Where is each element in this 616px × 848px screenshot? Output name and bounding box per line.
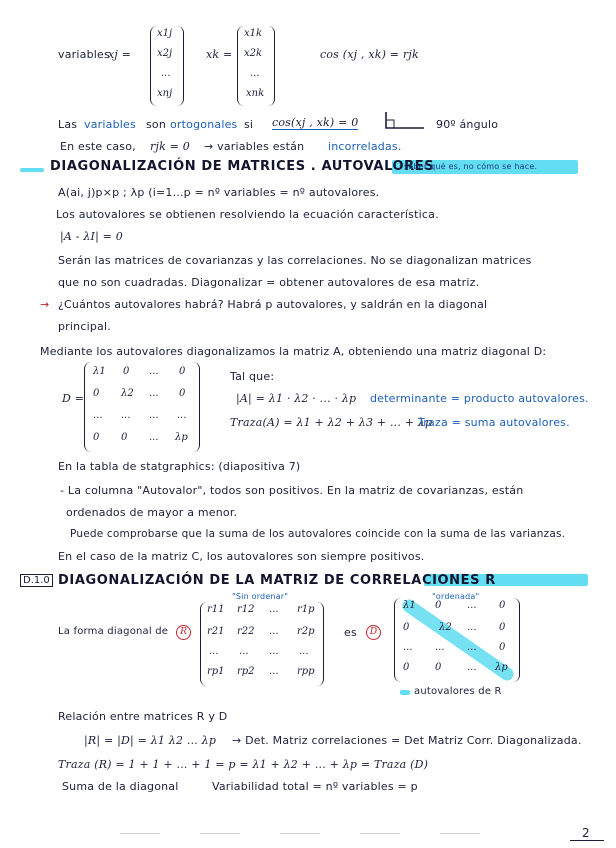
heading-arrow-highlight	[20, 168, 44, 172]
relacion-det-eq: |R| = |D| = λ1 λ2 ... λp	[84, 734, 217, 747]
matrix-d-cell: ...	[149, 410, 159, 421]
xj-entry: ...	[161, 68, 171, 79]
line-a7: Mediante los autovalores diagonalizamos la matriz A, obteniendo una matriz diagonal D:	[40, 345, 547, 358]
matrix-r-cell: r11	[207, 604, 225, 615]
xk-vector	[237, 26, 275, 106]
matrix-r-cell: rpp	[297, 666, 315, 677]
matrix-r-cell: r22	[237, 626, 255, 637]
matrix-r-cell: ...	[269, 646, 279, 657]
matrix-d	[84, 362, 200, 452]
matrix-d-cell: 0	[123, 366, 130, 377]
xk-entry: x2k	[244, 48, 263, 59]
xk-entry: ...	[250, 68, 260, 79]
page-number-underline	[570, 840, 604, 841]
matrix-dr	[394, 598, 520, 682]
ordenada-label: "ordenada"	[432, 592, 480, 601]
page-number: 2	[582, 826, 590, 840]
matrix-dr-cell: ...	[467, 662, 477, 673]
matrix-dr-cell: λ2	[439, 622, 452, 633]
matrix-r-cell: r1p	[297, 604, 315, 615]
footer-rule	[440, 833, 480, 834]
matrix-d-cell: ...	[149, 432, 159, 443]
matrix-dr-cell: ...	[467, 622, 477, 633]
matrix-r-cell: ...	[299, 646, 309, 657]
matrix-r	[200, 602, 324, 686]
traza-note: Traza = suma autovalores.	[418, 416, 570, 429]
matrix-d-cell: 0	[179, 388, 186, 399]
matrix-d-cell: 0	[93, 432, 100, 443]
matrix-dr-cell: 0	[403, 662, 410, 673]
xk-entry: x1k	[244, 28, 263, 39]
relacion-det-note: → Det. Matriz correlaciones = Det Matriz Corr. Diagonalizada.	[232, 734, 582, 747]
ortho-text-a: Las	[58, 118, 78, 131]
ortho-text-c: son	[146, 118, 167, 131]
line-a3: Serán las matrices de covarianzas y las correlaciones. No se diagonalizan matrices	[58, 254, 532, 267]
matrix-dr-cell: ...	[467, 642, 477, 653]
rjk-prefix: En este caso,	[60, 140, 136, 153]
matrix-d-cell: ...	[149, 366, 159, 377]
red-arrow-icon: →	[40, 298, 50, 311]
matrix-d-cell: λp	[175, 432, 188, 443]
matrix-r-cell: ...	[239, 646, 249, 657]
footer-rule	[200, 833, 240, 834]
xj-entry: x2j	[157, 48, 173, 59]
suma-diagonal: Suma de la diagonal	[62, 780, 179, 793]
ortho-ortogonales: ortogonales	[170, 118, 238, 131]
matrix-d-cell: ...	[177, 410, 187, 421]
matrix-d-cell: 0	[93, 388, 100, 399]
matrix-r-cell: ...	[209, 646, 219, 657]
ortho-variables: variables	[84, 118, 136, 131]
relacion-line: Relación entre matrices R y D	[58, 710, 228, 723]
xj-vector	[150, 26, 184, 106]
matrix-d-cell: 0	[179, 366, 186, 377]
xj-label: xj =	[108, 48, 132, 61]
rjk-formula: rjk = 0	[150, 140, 190, 153]
section1-title: DIAGONALIZACIÓN DE MATRICES . AUTOVALORES	[50, 159, 435, 174]
line-a1: Los autovalores se obtienen resolviendo la ecuación característica.	[56, 208, 439, 221]
matrix-r-cell: r21	[207, 626, 225, 637]
footer-rule	[280, 833, 320, 834]
line-b3: Puede comprobarse que la suma de los autovalores coincide con la suma de las varianzas.	[70, 528, 566, 540]
section2-title: DIAGONALIZACIÓN DE LA MATRIZ DE CORRELACIONES R	[58, 573, 496, 588]
matrix-dr-cell: λp	[495, 662, 508, 673]
matrix-dr-cell: 0	[499, 642, 506, 653]
traza-r-line: Traza (R) = 1 + 1 + ... + 1 = p = λ1 + λ2 + ... + λp = Traza (D)	[58, 758, 429, 771]
line-a5: ¿Cuántos autovalores habrá? Habrá p autovalores, y saldrán en la diagonal	[58, 298, 488, 311]
matrix-r-cell: rp2	[237, 666, 255, 677]
line-a4: que no son cuadradas. Diagonalizar = obtener autovalores de esa matriz.	[58, 276, 480, 289]
circle-r-symbol: R	[176, 625, 191, 640]
matrix-dr-cell: 0	[435, 662, 442, 673]
matrix-dr-cell: ...	[403, 642, 413, 653]
rjk-arrow-text: → variables están	[204, 140, 305, 153]
matrix-d-cell: λ1	[93, 366, 106, 377]
matrix-d-cell: ...	[149, 388, 159, 399]
circle-d-symbol: D	[366, 625, 381, 640]
det-note: determinante = producto autovalores.	[370, 392, 589, 405]
matrix-r-cell: rp1	[207, 666, 225, 677]
angle-label: 90º ángulo	[436, 118, 499, 131]
es-label: es	[344, 626, 357, 639]
line-b4: En el caso de la matriz C, los autovalores son siempre positivos.	[58, 550, 425, 563]
line-a6: principal.	[58, 320, 111, 333]
cos-formula: cos (xj , xk) = rjk	[320, 48, 419, 61]
matrix-r-cell: ...	[269, 666, 279, 677]
line-b0: En la tabla de statgraphics: (diapositiva 7)	[58, 460, 301, 473]
matrix-dr-cell: 0	[499, 600, 506, 611]
variables-label: variables	[58, 48, 110, 61]
xj-entry: x1j	[157, 28, 173, 39]
matrix-d-cell: ...	[93, 410, 103, 421]
footer-rule	[360, 833, 400, 834]
xk-label: xk =	[206, 48, 233, 61]
traza-eq: Traza(A) = λ1 + λ2 + λ3 + ... + λp	[230, 416, 433, 429]
ortho-cos-eq: cos(xj , xk) = 0	[272, 116, 359, 129]
autovalores-de-r: autovalores de R	[414, 686, 502, 697]
matrix-dr-cell: ...	[435, 642, 445, 653]
det-eq: |A| = λ1 · λ2 · ... · λp	[236, 392, 357, 405]
tal-que: Tal que:	[230, 370, 275, 383]
autovalores-highlight	[400, 690, 410, 695]
sin-ordenar-label: "Sin ordenar"	[232, 592, 289, 601]
section2-number: D.1.0	[20, 574, 53, 587]
rjk-incorreladas: incorreladas.	[328, 140, 402, 153]
matrix-dr-cell: λ1	[403, 600, 416, 611]
matrix-r-cell: r12	[237, 604, 255, 615]
matrix-d-cell: ...	[121, 410, 131, 421]
section1-note: saber qué es, no cómo se hace.	[404, 162, 538, 171]
matrix-dr-cell: ...	[467, 600, 477, 611]
matrix-r-cell: ...	[269, 604, 279, 615]
matrix-d-cell: λ2	[121, 388, 134, 399]
matrix-d-cell: 0	[121, 432, 128, 443]
forma-label: La forma diagonal de	[58, 626, 169, 637]
matrix-d-label: D =	[62, 392, 85, 405]
matrix-r-cell: ...	[269, 626, 279, 637]
line-b1: - La columna "Autovalor", todos son positivos. En la matriz de covarianzas, están	[60, 484, 524, 497]
line-a2: |A - λI| = 0	[60, 230, 123, 243]
matrix-dr-cell: 0	[499, 622, 506, 633]
line-b2: ordenados de mayor a menor.	[66, 506, 238, 519]
xj-entry: xnj	[157, 88, 173, 99]
right-angle-icon	[384, 110, 426, 132]
xk-entry: xnk	[246, 88, 265, 99]
ortho-text-e: si	[244, 118, 254, 131]
matrix-r-cell: r2p	[297, 626, 315, 637]
variabilidad-total: Variabilidad total = nº variables = p	[212, 780, 418, 793]
line-a0: A(ai, j)p×p ; λp (i=1...p = nº variables = nº autovalores.	[58, 186, 380, 199]
footer-rule	[120, 833, 160, 834]
matrix-dr-cell: 0	[435, 600, 442, 611]
matrix-dr-cell: 0	[403, 622, 410, 633]
